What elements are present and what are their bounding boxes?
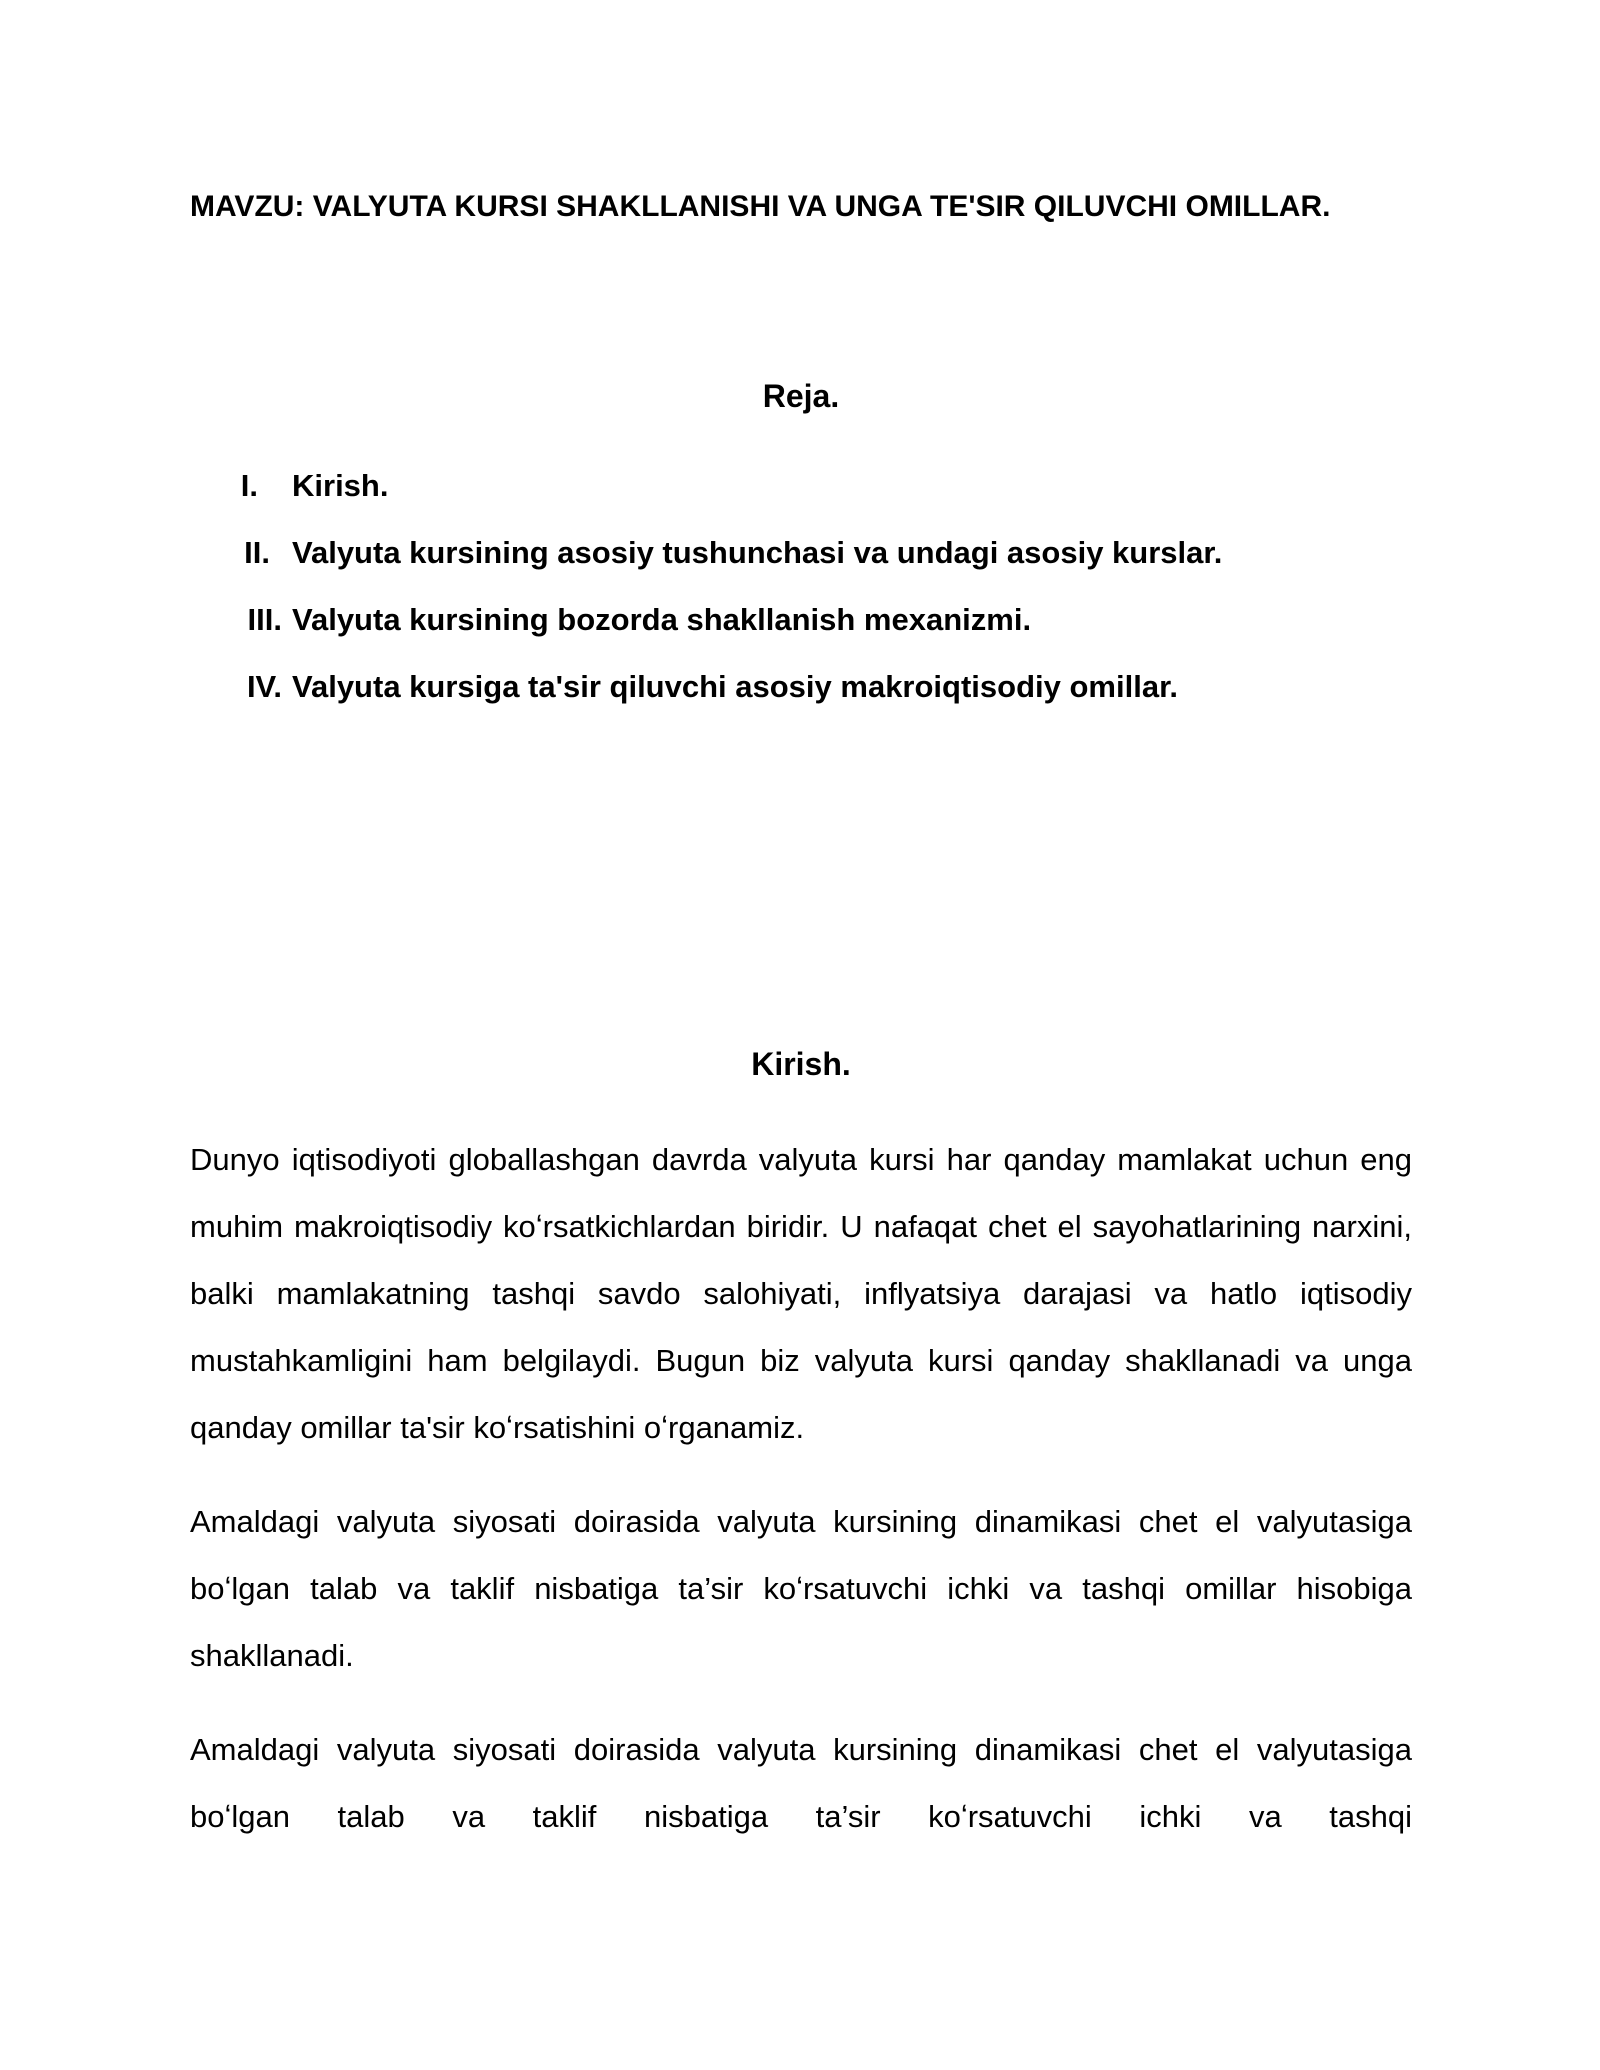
plan-item-text: Valyuta kursiga ta'sir qiluvchi asosiy makroiqtisodiy omillar. [292, 669, 1179, 704]
intro-heading: Kirish. [751, 1046, 851, 1082]
plan-heading: Reja. [762, 378, 840, 414]
plan-item-text: Valyuta kursining bozorda shakllanish mexanizmi. [292, 602, 1032, 637]
plan-item [234, 602, 1222, 669]
document-title: MAVZU: VALYUTA KURSI SHAKLLANISHI VA UNGA TE'SIR QILUVCHI OMILLAR. [190, 190, 1331, 223]
plan-item-number: II. [244, 535, 270, 570]
body-paragraph: Dunyo iqtisodiyoti globallashgan davrda valyuta kursi har qanday mamlakat uchun eng muhim makroiqtisodiy koʻrsatkichlardan biridir. U nafaqat chet el sayohatlarining narxini, balki mamlakatning tashqi savdo salohiyati, inflyatsiya darajasi va hatlo iqtisodiy mustahkamligini ham belgilaydi. Bugun biz valyuta kursi qanday shakllanadi va unga qanday omillar ta'sir koʻrsatishini oʻrganamiz. [190, 1142, 1412, 1445]
plan-list [234, 468, 1222, 736]
plan-item-number: IV. [246, 669, 282, 704]
plan-item [234, 535, 1222, 602]
body-paragraph: Amaldagi valyuta siyosati doirasida valyuta kursining dinamikasi chet el valyutasiga boʻlgan talab va taklif nisbatiga ta’sir koʻrsatuvchi ichki va tashqi omillar hisobiga shakllanadi. [190, 1504, 1412, 1673]
body-paragraph: Amaldagi valyuta siyosati doirasida valyuta kursining dinamikasi chet el valyutasiga boʻlgan talab va taklif nisbatiga ta’sir koʻrsatuvchi ichki va tashqi [190, 1732, 1412, 1834]
plan-item-text: Kirish. [292, 468, 389, 503]
plan-item [234, 669, 1222, 736]
plan-item-number: I. [240, 468, 258, 503]
plan-item-text: Valyuta kursining asosiy tushunchasi va undagi asosiy kurslar. [292, 535, 1223, 570]
plan-item [234, 468, 1222, 535]
plan-item-number: III. [247, 602, 282, 637]
